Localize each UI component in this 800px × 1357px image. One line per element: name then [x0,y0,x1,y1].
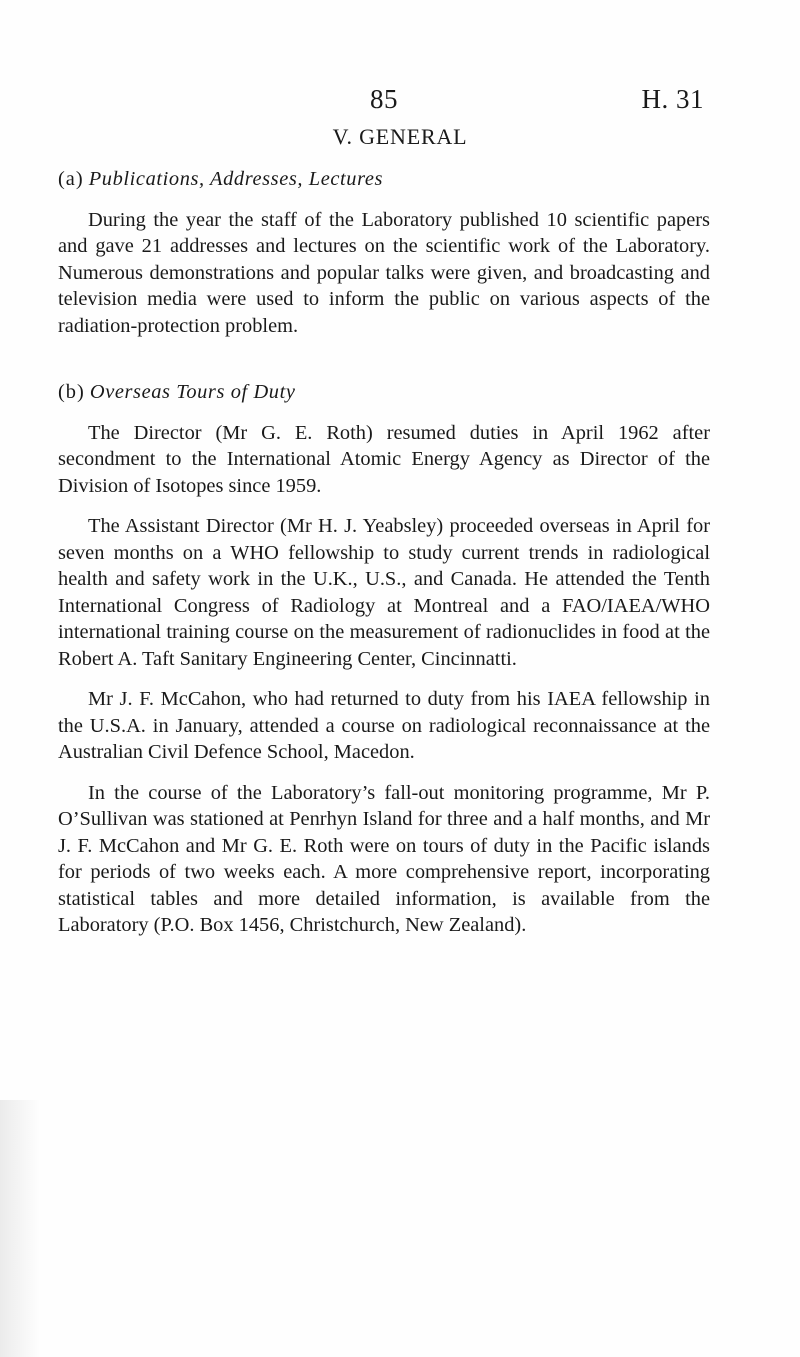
document-reference: H. 31 [641,84,704,114]
paragraph: During the year the staff of the Laboratory published 10 scientific papers and gave 21 addresses and lectures on the scientific work of the Laboratory. Numerous demonstrations and popular talks were given, and broadcasting and television media were used to inform the public on various aspects of the radiation-protection problem. [58,208,710,337]
subheading-b [58,379,710,406]
paragraph: The Assistant Director (Mr H. J. Yeabsley) proceeded overseas in April for seven months on a WHO fellowship to study current trends in radiological health and safety work in the U.K., U.S., and Canada. He attended the Tenth International Congress of Radiology at Montreal and a FAO/IAEA/WHO international training course on the measurement of radionuclides in food at the Robert A. Taft Sanitary Engineering Center, Cincinnatti. [58,515,710,670]
subheading-label: (a) [58,168,84,190]
page-header [0,84,800,124]
paragraph: The Director (Mr G. E. Roth) resumed duties in April 1962 after secondment to the International Atomic Energy Agency as Director of the Division of Isotopes since 1959. [58,421,710,497]
subheading-title: Publications, Addresses, Lectures [88,168,384,190]
subheading-label: (b) [58,381,85,403]
paragraph: In the course of the Laboratory’s fall-out monitoring programme, Mr P. O’Sullivan was stationed at Penrhyn Island for three and a half months, and Mr J. F. McCahon and Mr G. E. Roth were on tours of duty in the Pacific islands for periods of two weeks each. A more comprehensive report, incorporating statistical tables and more detailed information, is available from the Laboratory (P.O. Box 1456, Christchurch, New Zealand). [58,781,710,936]
paragraph: Mr J. F. McCahon, who had returned to duty from his IAEA fellowship in the U.S.A. in January, attended a course on radiological reconnaissance at the Australian Civil Defence School, Macedon. [58,688,710,763]
subheading-a [58,166,710,193]
section-overseas-tours [58,379,710,939]
page-number: 85 [370,84,398,114]
scan-edge-shadow [0,1100,40,1357]
section-publications [58,166,710,339]
section-title: V. GENERAL [332,124,468,149]
body-content [58,166,710,939]
subheading-title: Overseas Tours of Duty [89,381,296,403]
